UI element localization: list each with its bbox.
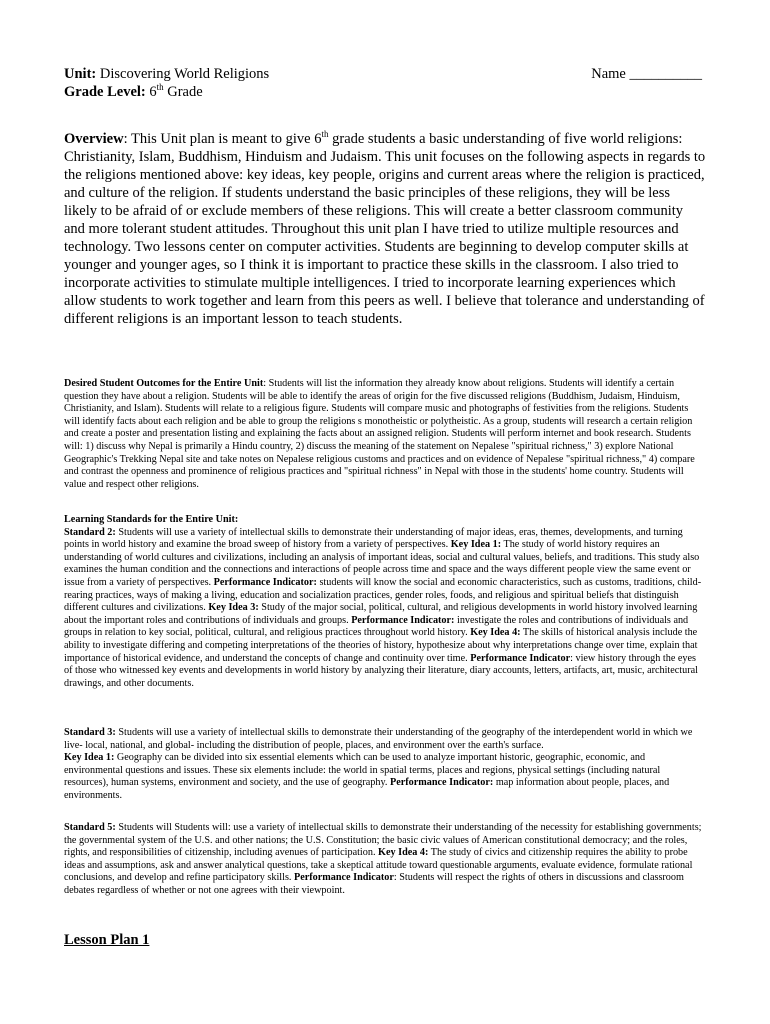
key-idea-4-text: The skills of historical analysis include the ability to investigate differing and competing interpretations of the theories of history, hypothesize about why interpretations change over time, explain that importance of historical evidence, and understand the concepts of change and continuity over time. — [64, 627, 698, 664]
standard-5-paragraph — [64, 822, 706, 898]
grade-number: 6 — [145, 84, 157, 100]
performance-indicator-label: Performance Indicator: — [351, 614, 455, 626]
overview-paragraph — [64, 130, 706, 328]
grade-tail: Grade — [163, 84, 203, 100]
standard-3-label: Standard 3: — [64, 727, 116, 738]
standard-3-paragraph — [64, 727, 706, 803]
performance-indicator-text: students will know the social and economic characteristics, such as customs, traditions, child-rearing practices, ways of making a living, education and socialization practices, gender roles, foods, and religious and spiritual beliefs that distinguish different cultures and civilizations. — [64, 576, 702, 614]
standard-5-text: Students will Students will: use a variety of intellectual skills to demonstrate their understanding of the necessity for establishing governments; the governmental system of the U.S. and other nations; the U.S. Constitution; the basic civic values of American constitutional democracy; and the roles, rights, and responsibilities of citizenship, including avenues of participation. — [64, 822, 702, 859]
grade-label: Grade Level: — [64, 84, 146, 100]
standard-2-text: Students will use a variety of intellectual skills to demonstrate their understanding of major ideas, eras, themes, developments, and turning points in world history and examine the broad sweep of history from a variety of perspectives. — [64, 526, 683, 551]
grade-superscript: th — [156, 82, 164, 93]
performance-indicator-text: : view history through the eyes of those who witnessed key events and developments in world history by analyzing their literature, diary accounts, letters, artifacts, art, music, architectural drawings, and other documents. — [64, 652, 698, 689]
performance-indicator-label: Performance Indicator — [294, 872, 394, 884]
key-idea-4-label: Key Idea 4: — [378, 847, 429, 859]
key-idea-1-label: Key Idea 1: — [450, 539, 502, 551]
header — [64, 65, 706, 101]
key-idea-3-label: Key Idea 3: — [208, 602, 259, 614]
outcomes-paragraph — [64, 378, 706, 491]
standard-3-text: Students will use a variety of intellectual skills to demonstrate their understanding of the geography of the interdependent world in which we live- local, national, and global- including the distribution of people, places, and environment over the earth's surface. — [64, 727, 693, 751]
standards-heading: Learning Standards for the Entire Unit: — [64, 514, 239, 525]
overview-label: Overview — [64, 131, 124, 147]
key-idea-1-text: The study of world history requires an understanding of world cultures and civilizations, including an analysis of important ideas, social and cultural values, beliefs, and traditions. This study also examines the human condition and the connections and interactions of people across time and space and the ways different people view the same event or issue from a variety of perspectives. — [64, 539, 700, 588]
key-idea-4-label: Key Idea 4: — [470, 627, 521, 639]
key-idea-1-text: Geography can be divided into six essential elements which can be used to analyze important historic, geographic, economic, and environmental questions and issues. These six elements include: the world in spatial terms, places and regions, physical settings (including natural resources), human systems, environment and society, and the use of geography. — [64, 752, 661, 789]
unit-label: Unit: — [64, 66, 97, 82]
standard-2-paragraph — [64, 527, 706, 691]
lesson-plan-heading: Lesson Plan 1 — [64, 932, 150, 948]
overview-text-2: grade students a basic understanding of five world religions: Christianity, Islam, Buddhism, Hinduism and Judaism. This unit focuses on the following aspects in regards to the religions mentioned above: key ideas, key people, origins and current areas where the religion is practiced, and culture of the religion. If students understand the basic principles of these religions, they will be less likely to be afraid of or exclude members of these religions. This will create a better classroom community and more tolerant student attitudes. Throughout this unit plan I have tried to utilize multiple resources and technology. Two lessons center on computer activities. Students are beginning to develop computer skills at younger and younger ages, so I think it is important to practice these skills in the classroom. I also tried to incorporate activities to stimulate multiple intelligences. I tried to incorporate learning experiences which allow students to work together and learn from this peers as well. I believe that tolerance and understanding of different religions is an important lesson to teach students. — [64, 131, 706, 327]
outcomes-label: Desired Student Outcomes for the Entire Unit — [64, 378, 264, 389]
overview-text-1: : This Unit plan is meant to give 6 — [123, 131, 322, 147]
standard-2-label: Standard 2: — [64, 526, 116, 538]
unit-row — [64, 65, 706, 83]
performance-indicator-label: Performance Indicator: — [213, 576, 317, 588]
key-idea-1-label: Key Idea 1: — [64, 752, 115, 764]
overview-superscript: th — [321, 129, 329, 140]
performance-indicator-label: Performance Indicator: — [390, 777, 494, 789]
performance-indicator-text: map information about people, places, and environments. — [64, 777, 670, 801]
performance-indicator-text: investigate the roles and contributions of individuals and groups in relation to key social, political, cultural, and religious practices throughout world history. — [64, 614, 689, 639]
standard-5-label: Standard 5: — [64, 822, 116, 833]
key-idea-3-text: Study of the major social, political, cultural, and religious developments in world history involved learning about the important roles and contributions of individuals and groups. — [64, 602, 698, 626]
learning-standards — [64, 514, 706, 690]
performance-indicator-label: Performance Indicator — [470, 652, 571, 664]
key-idea-4-text: The study of civics and citizenship requires the ability to probe ideas and assumptions, ask and answer analytical questions, take a skeptical attitude toward questionable arguments, evaluate evidence, formulate rational conclusions, and develop and refine participatory skills. — [64, 847, 693, 884]
unit-value: Discovering World Religions — [96, 66, 270, 82]
performance-indicator-text: : Students will respect the rights of others in discussions and classroom debates regardless of whether or not one agrees with their viewpoint. — [64, 872, 684, 896]
grade-line — [64, 83, 706, 101]
unit-line — [64, 65, 269, 83]
outcomes-text: : Students will list the information they already know about religions. Students will identify a certain question they have about a religion. Students will be able to identify the areas of origin for the five discussed religions (Buddhism, Judaism, Hinduism, Christianity, and Islam). Students will relate to a religious figure. Students will compare music and photographs of festivities from the religions. Students will identify facts about each religion and be able to group the religions s monotheistic or polytheistic. As a group, students will research a certain religion and create a poster and presentation listing and explaining the facts about an assigned religion. Students will perform internet and book research. Students will: 1) discuss why Nepal is primarily a Hindu country, 2) discuss the meaning of the statement on Nepalese "spiritual richness," 3) explore National Geographic's Trekking Nepal site and take notes on Nepalese religious customs and practices and on evidence of Nepalese "spiritual richness," 4) compare and contrast the openness and prominence of religious practices and "spiritual richness" in Nepal with those in the students' home country. Students will value and respect other religions. — [64, 378, 695, 490]
name-field: Name __________ — [591, 66, 702, 82]
